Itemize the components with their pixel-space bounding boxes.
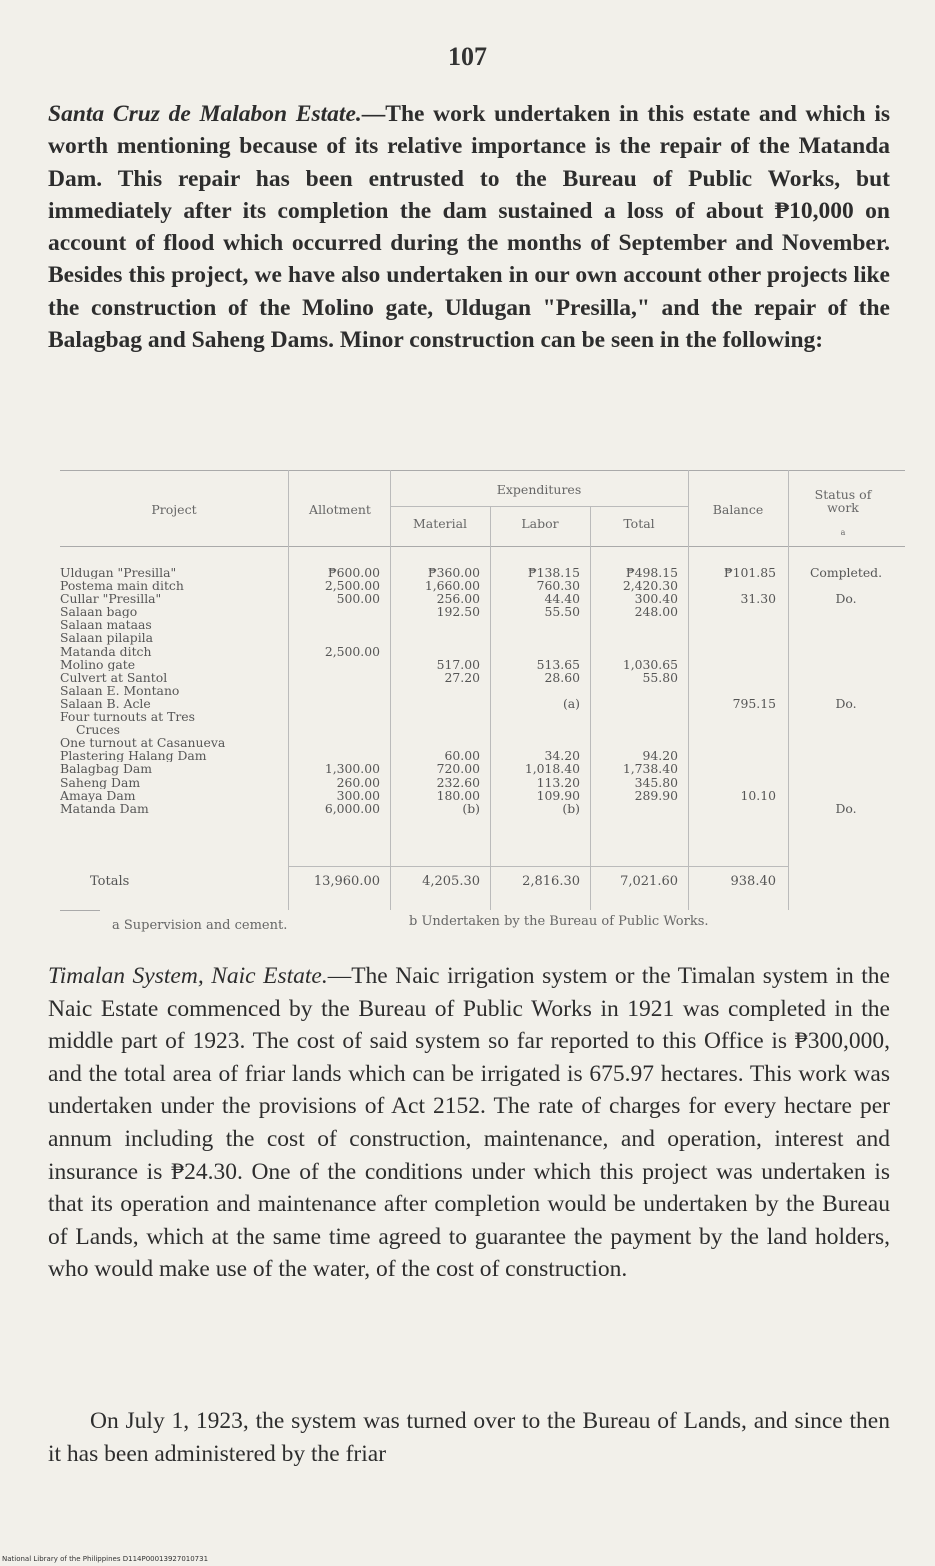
project-cell: Salaan E. Montano	[60, 683, 180, 697]
allotment-cell: 500.00	[336, 591, 380, 607]
balance-cell	[688, 618, 776, 631]
expenditures-rule	[390, 506, 688, 507]
material-cell	[390, 710, 480, 723]
labor-cell: 34.20	[544, 748, 580, 764]
total-cell: 94.20	[642, 748, 678, 764]
paragraph-timalan	[48, 960, 890, 1286]
header-total: Total	[623, 516, 655, 531]
status-cell: Do.	[835, 591, 857, 607]
project-cell: Salaan pilapila	[60, 631, 154, 645]
labor-cell: (b)	[562, 800, 580, 816]
project-cell: Postema main ditch	[60, 579, 184, 593]
balance-cell	[688, 684, 776, 697]
status-cell: Do.	[835, 800, 857, 816]
allotment-cell	[290, 723, 380, 736]
material-cell	[390, 697, 480, 710]
project-cell: Uldugan "Presilla"	[60, 566, 177, 580]
labor-cell: 55.50	[544, 604, 580, 620]
balance-cell	[688, 605, 776, 618]
balance-cell	[688, 802, 776, 815]
project-cell: Plastering Halang Dam	[60, 749, 207, 763]
totals-material: 4,205.30	[422, 874, 480, 889]
labor-cell: (a)	[562, 695, 580, 711]
balance-cell	[688, 749, 776, 762]
material-cell	[390, 645, 480, 658]
labor-cell: 28.60	[544, 669, 580, 685]
material-column	[390, 566, 480, 815]
allotment-cell	[290, 658, 380, 671]
paragraph-text: On July 1, 1923, the system was turned over to the Bureau of Lands, and since then it has been administered by the friar	[48, 1408, 890, 1467]
paragraph-text: —The work undertaken in this estate and which is worth mentioning because of its relative importance is the repair of the Matanda Dam. This repair has been entrusted to the Bureau of Public Works, but immediately after its completion the dam sustained a loss of about ₱10,000 on account of flood which occurred during the months of September and November. Besides this project, we have also undertaken in our own account other projects like the construction of the Molino gate, Uldugan "Presilla," and the repair of the Balagbag and Saheng Dams. Minor construction can be seen in the following:	[48, 101, 890, 354]
allotment-cell	[290, 671, 380, 684]
balance-cell	[688, 671, 776, 684]
material-cell: 517.00	[436, 656, 480, 672]
labor-cell: 513.65	[536, 656, 580, 672]
labor-cell	[490, 618, 580, 631]
project-cell: Salaan mataas	[60, 618, 152, 632]
status-cell	[790, 749, 902, 762]
total-cell: 2,420.30	[622, 578, 678, 594]
status-cell	[790, 762, 902, 775]
header-status-footnote-mark: a	[840, 528, 846, 537]
material-cell: 256.00	[436, 591, 480, 607]
status-cell	[790, 684, 902, 697]
paragraph-santa-cruz	[48, 98, 890, 356]
total-cell: 300.40	[634, 591, 678, 607]
project-cell: Salaan B. Acle	[60, 696, 151, 711]
status-cell	[790, 723, 902, 736]
header-allotment: Allotment	[309, 502, 371, 517]
paragraph-lead: Santa Cruz de Malabon Estate.	[48, 101, 362, 127]
paragraph-lead: Timalan System, Naic Estate.	[48, 963, 328, 989]
material-cell: 1,660.00	[424, 578, 480, 594]
project-cell: Four turnouts at Tres	[60, 710, 195, 724]
header-labor: Labor	[521, 516, 559, 531]
total-cell	[590, 618, 678, 631]
header-balance: Balance	[712, 502, 764, 517]
project-cell: Matanda Dam	[60, 801, 149, 815]
project-cell: Culvert at Santol	[60, 670, 168, 684]
total-cell: 1,738.40	[622, 761, 678, 777]
footnote-b: b Undertaken by the Bureau of Public Works.	[409, 914, 709, 929]
balance-cell: 31.30	[740, 591, 776, 607]
col-divider	[788, 470, 789, 910]
total-column	[590, 566, 678, 815]
allotment-cell: 1,300.00	[324, 761, 380, 777]
status-cell	[790, 618, 902, 631]
totals-rule	[288, 866, 788, 867]
header-status: Status of work	[814, 487, 872, 515]
material-cell	[390, 631, 480, 644]
total-cell: ₱498.15	[625, 565, 678, 580]
allotment-cell	[290, 631, 380, 644]
footnote-a: a Supervision and cement.	[112, 918, 288, 933]
balance-cell	[688, 645, 776, 658]
allotment-cell: 300.00	[336, 787, 380, 803]
header-bottom-rule	[60, 546, 905, 547]
allotment-cell	[290, 710, 380, 723]
material-cell: 232.60	[436, 774, 480, 790]
labor-column	[490, 566, 580, 815]
allotment-column	[290, 566, 380, 815]
project-cell: Molino gate	[60, 657, 136, 671]
balance-cell	[688, 762, 776, 775]
header-expenditures: Expenditures	[496, 482, 582, 497]
material-cell	[390, 618, 480, 631]
total-cell	[590, 631, 678, 644]
material-cell	[390, 684, 480, 697]
status-cell	[790, 776, 902, 789]
project-cell: Cullar "Presilla"	[60, 592, 162, 606]
paragraph-turnover	[48, 1405, 890, 1470]
labor-cell	[490, 710, 580, 723]
allotment-cell: 2,500.00	[324, 643, 380, 659]
status-cell	[790, 645, 902, 658]
total-cell: 289.90	[634, 787, 678, 803]
status-cell	[790, 736, 902, 749]
total-cell: 1,030.65	[622, 656, 678, 672]
project-cell: Balagbag Dam	[60, 762, 153, 776]
allotment-cell	[290, 697, 380, 710]
balance-cell	[688, 658, 776, 671]
project-column	[60, 566, 288, 815]
allotment-cell	[290, 605, 380, 618]
total-cell: 55.80	[642, 669, 678, 685]
col-divider	[288, 470, 289, 910]
labor-cell: 44.40	[544, 591, 580, 607]
balance-column	[688, 566, 776, 815]
allotment-cell: 6,000.00	[324, 800, 380, 816]
balance-cell: ₱101.85	[723, 565, 776, 580]
balance-cell: 795.15	[732, 695, 776, 711]
labor-cell	[490, 723, 580, 736]
balance-cell	[688, 776, 776, 789]
totals-label: Totals	[90, 874, 130, 889]
page-number: 107	[448, 42, 487, 71]
material-cell: 180.00	[436, 787, 480, 803]
labor-cell	[490, 684, 580, 697]
balance-cell	[688, 710, 776, 723]
project-cell: Matanda ditch	[60, 644, 152, 658]
table-top-rule	[60, 470, 905, 471]
labor-cell	[490, 631, 580, 644]
footnote-rule	[60, 910, 100, 911]
totals-total: 7,021.60	[620, 874, 678, 889]
balance-cell: 10.10	[740, 787, 776, 803]
material-cell	[390, 723, 480, 736]
status-cell	[790, 658, 902, 671]
allotment-cell: 260.00	[336, 774, 380, 790]
project-cell: Cruces	[76, 723, 121, 737]
material-cell: 720.00	[436, 761, 480, 777]
total-cell	[590, 697, 678, 710]
header-project: Project	[151, 502, 197, 517]
balance-cell	[688, 723, 776, 736]
project-cell: Salaan bago	[60, 605, 138, 619]
status-cell	[790, 605, 902, 618]
allotment-cell: 2,500.00	[324, 578, 380, 594]
allotment-cell	[290, 736, 380, 749]
status-cell	[790, 671, 902, 684]
balance-cell	[688, 631, 776, 644]
material-cell: 192.50	[436, 604, 480, 620]
labor-cell: ₱138.15	[527, 565, 580, 580]
totals-labor: 2,816.30	[522, 874, 580, 889]
material-cell: ₱360.00	[427, 565, 480, 580]
paragraph-text: —The Naic irrigation system or the Timalan system in the Naic Estate commenced by the Bureau of Public Works in 1921 was completed in the middle part of 1923. The cost of said system so far reported to this Office is ₱300,000, and the total area of friar lands which can be irrigated is 675.97 hectares. This work was undertaken under the provisions of Act 2152. The rate of charges for every hectare per annum including the cost of construction, maintenance, and operation, interest and insurance is ₱24.30. One of the conditions under which this project was undertaken is that its operation and maintenance after completion would be undertaken by the Bureau of Lands, which at the same time agreed to guarantee the payment by the land holders, who would make use of the water, of the cost of construction.	[48, 963, 890, 1283]
header-material: Material	[412, 516, 468, 531]
total-cell: 345.80	[634, 774, 678, 790]
labor-cell: 113.20	[536, 774, 580, 790]
labor-cell: 109.90	[536, 787, 580, 803]
expenditure-table	[60, 470, 905, 910]
balance-cell	[688, 736, 776, 749]
material-cell: (b)	[462, 800, 480, 816]
totals-balance: 938.40	[730, 874, 776, 889]
status-cell	[790, 710, 902, 723]
status-column	[790, 566, 902, 815]
allotment-cell	[290, 684, 380, 697]
status-cell: Completed.	[809, 565, 883, 580]
library-imprint: National Library of the Philippines D114P00013927010731	[2, 1555, 209, 1563]
labor-cell: 760.30	[536, 578, 580, 594]
total-cell	[590, 723, 678, 736]
project-cell: Saheng Dam	[60, 775, 141, 789]
project-cell: Amaya Dam	[60, 788, 136, 802]
totals-allotment: 13,960.00	[313, 874, 380, 889]
total-cell	[590, 710, 678, 723]
allotment-cell: ₱600.00	[327, 565, 380, 580]
total-cell: 248.00	[634, 604, 678, 620]
allotment-cell	[290, 618, 380, 631]
project-cell: One turnout at Casanueva	[60, 736, 226, 750]
status-cell	[790, 631, 902, 644]
total-cell	[590, 645, 678, 658]
total-cell	[590, 802, 678, 815]
status-cell: Do.	[835, 695, 857, 711]
status-cell	[790, 789, 902, 802]
labor-cell: 1,018.40	[524, 761, 580, 777]
material-cell: 60.00	[444, 748, 480, 764]
material-cell: 27.20	[444, 669, 480, 685]
total-cell	[590, 684, 678, 697]
labor-cell	[490, 645, 580, 658]
